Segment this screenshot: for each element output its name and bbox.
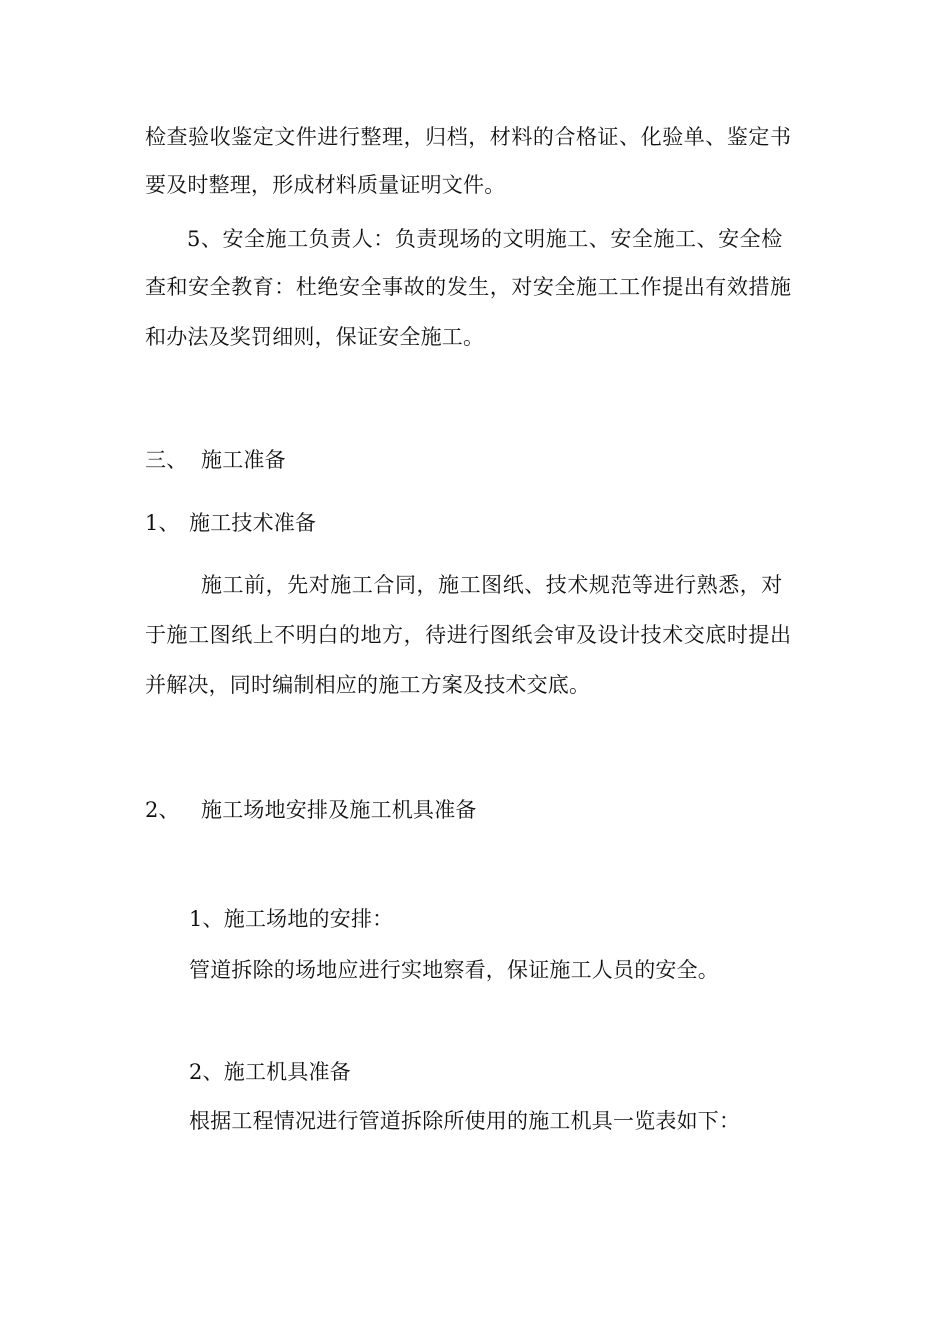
item-2-title: 2、施工机具准备 bbox=[189, 1060, 351, 1084]
paragraph-safety-line-3: 和办法及奖罚细则，保证安全施工。 bbox=[145, 325, 485, 349]
subsection-2-title: 施工场地安排及施工机具准备 bbox=[201, 798, 477, 822]
subsection-2-number: 2、 bbox=[145, 798, 180, 822]
paragraph-safety-line-2: 查和安全教育：杜绝安全事故的发生，对安全施工工作提出有效措施 bbox=[145, 275, 792, 299]
paragraph-continued-line-1: 检查验收鉴定文件进行整理，归档，材料的合格证、化验单、鉴定书 bbox=[145, 125, 792, 149]
item-1-title: 1、施工场地的安排： bbox=[189, 907, 394, 931]
paragraph-tech-line-1: 施工前，先对施工合同，施工图纸、技术规范等进行熟悉，对 bbox=[201, 573, 783, 597]
paragraph-safety-line-1: 5、安全施工负责人：负责现场的文明施工、安全施工、安全检 bbox=[187, 227, 783, 251]
item-1-text: 管道拆除的场地应进行实地察看，保证施工人员的安全。 bbox=[189, 958, 719, 982]
subsection-1-number: 1、 bbox=[145, 511, 180, 535]
paragraph-continued-line-2: 要及时整理，形成材料质量证明文件。 bbox=[145, 173, 506, 197]
item-2-text: 根据工程情况进行管道拆除所使用的施工机具一览表如下： bbox=[189, 1109, 741, 1133]
subsection-1-title: 施工技术准备 bbox=[189, 511, 317, 535]
paragraph-tech-line-2: 于施工图纸上不明白的地方，待进行图纸会审及设计技术交底时提出 bbox=[145, 623, 792, 647]
paragraph-tech-line-3: 并解决，同时编制相应的施工方案及技术交底。 bbox=[145, 673, 591, 697]
section-3-title: 施工准备 bbox=[201, 448, 286, 472]
section-3-number: 三、 bbox=[145, 448, 188, 472]
